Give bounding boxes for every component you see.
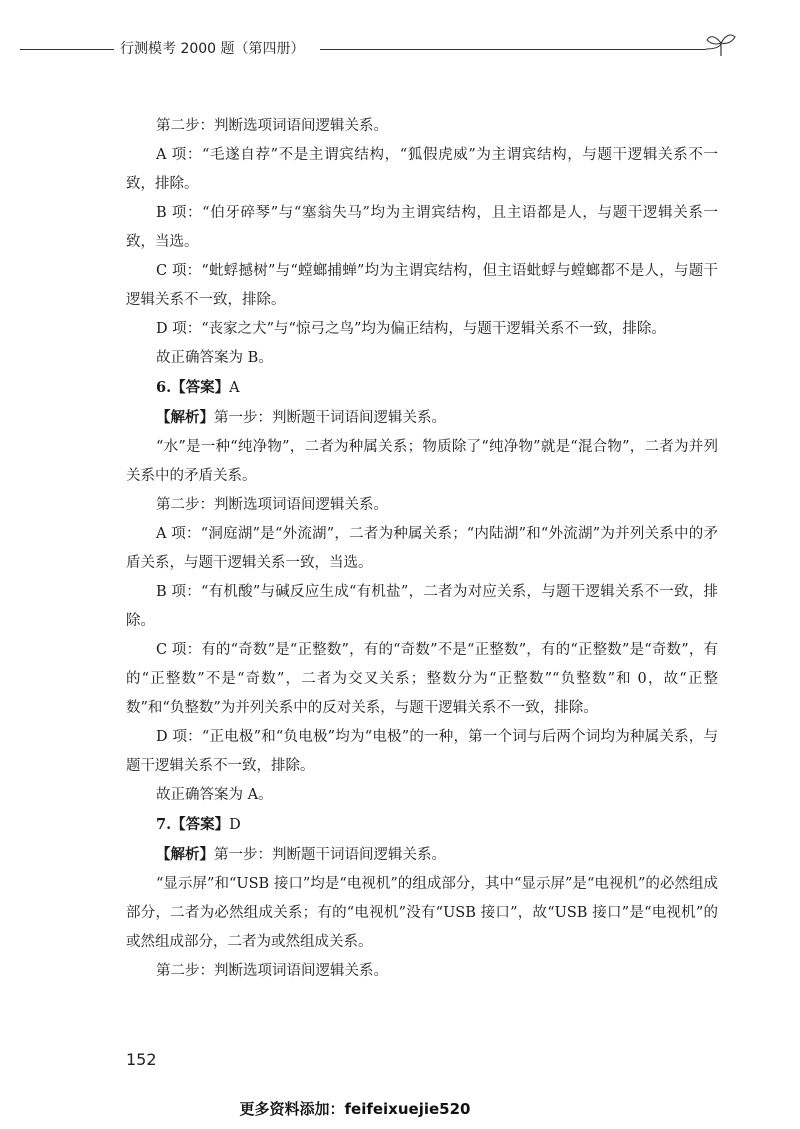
- sprout-icon: [704, 30, 738, 60]
- answer-label: 7.【答案】: [156, 816, 230, 833]
- footer-watermark: 更多资料添加：feifeixuejie520: [239, 1100, 471, 1118]
- paragraph: “显示屏”和“USB 接口”均是“电视机”的组成部分，其中“显示屏”是“电视机”的必然组成部分，二者为必然组成关系；有的“电视机”没有“USB 接口”，故“USB 接口”是“电视机”的或然组成部分，二者为或然组成关系。: [126, 876, 718, 950]
- paragraph: A 项：“洞庭湖”是“外流湖”，二者为种属关系；“内陆湖”和“外流湖”为并列关系中的矛盾关系，与题干逻辑关系一致，当选。: [126, 526, 718, 571]
- analysis-line: 【解析】第一步：判断题干词语间逻辑关系。: [156, 409, 446, 426]
- answer-line: [126, 810, 718, 840]
- page-number: 152: [126, 1050, 157, 1069]
- paragraph: 第二步：判断选项词语间逻辑关系。: [156, 963, 388, 979]
- page-header: [20, 30, 760, 70]
- header-rule-right: [320, 49, 706, 50]
- answer-value: A: [229, 380, 240, 396]
- paragraph: 第二步：判断选项词语间逻辑关系。: [156, 497, 388, 513]
- paragraph: A 项：“毛遂自荐”不是主谓宾结构，“狐假虎威”为主谓宾结构，与题干逻辑关系不一致，排除。: [126, 147, 718, 192]
- paragraph: 故正确答案为 B。: [156, 350, 273, 366]
- paragraph: B 项：“伯牙碎琴”与“塞翁失马”均为主谓宾结构，且主语都是人，与题干逻辑关系一致，当选。: [126, 205, 718, 250]
- paragraph: D 项：“正电极”和“负电极”均为“电极”的一种，第一个词与后两个词均为种属关系，与题干逻辑关系不一致，排除。: [126, 729, 718, 774]
- page-body: [126, 112, 718, 986]
- answer-value: D: [229, 817, 241, 833]
- answer-label: 6.【答案】: [156, 379, 230, 396]
- analysis-label: 【解析】: [156, 846, 214, 863]
- paragraph: B 项：“有机酸”与碱反应生成“有机盐”，二者为对应关系，与题干逻辑关系不一致，排除。: [126, 584, 718, 629]
- paragraph: 故正确答案为 A。: [156, 787, 273, 803]
- paragraph: C 项：“蚍蜉撼树”与“螳螂捕蝉”均为主谓宾结构，但主语蚍蜉与螳螂都不是人，与题干逻辑关系不一致，排除。: [126, 263, 718, 308]
- header-rule-left: [20, 49, 114, 50]
- header-title: 行测模考 2000 题（第四册）: [120, 41, 305, 57]
- analysis-line: 【解析】第一步：判断题干词语间逻辑关系。: [156, 846, 446, 863]
- paragraph: “水”是一种“纯净物”，二者为种属关系；物质除了“纯净物”就是“混合物”，二者为并列关系中的矛盾关系。: [126, 439, 718, 484]
- paragraph: C 项：有的“奇数”是“正整数”，有的“奇数”不是“正整数”，有的“正整数”是“奇数”，有的“正整数”不是“奇数”，二者为交叉关系；整数分为“正整数”“负整数”和 0，故“正整数”和“负整数”为并列关系中的反对关系，与题干逻辑关系不一致，排除。: [126, 642, 718, 716]
- analysis-label: 【解析】: [156, 409, 214, 426]
- answer-line: [126, 373, 718, 403]
- paragraph: D 项：“丧家之犬”与“惊弓之鸟”均为偏正结构，与题干逻辑关系不一致，排除。: [156, 321, 666, 337]
- paragraph: 第二步：判断选项词语间逻辑关系。: [156, 118, 388, 134]
